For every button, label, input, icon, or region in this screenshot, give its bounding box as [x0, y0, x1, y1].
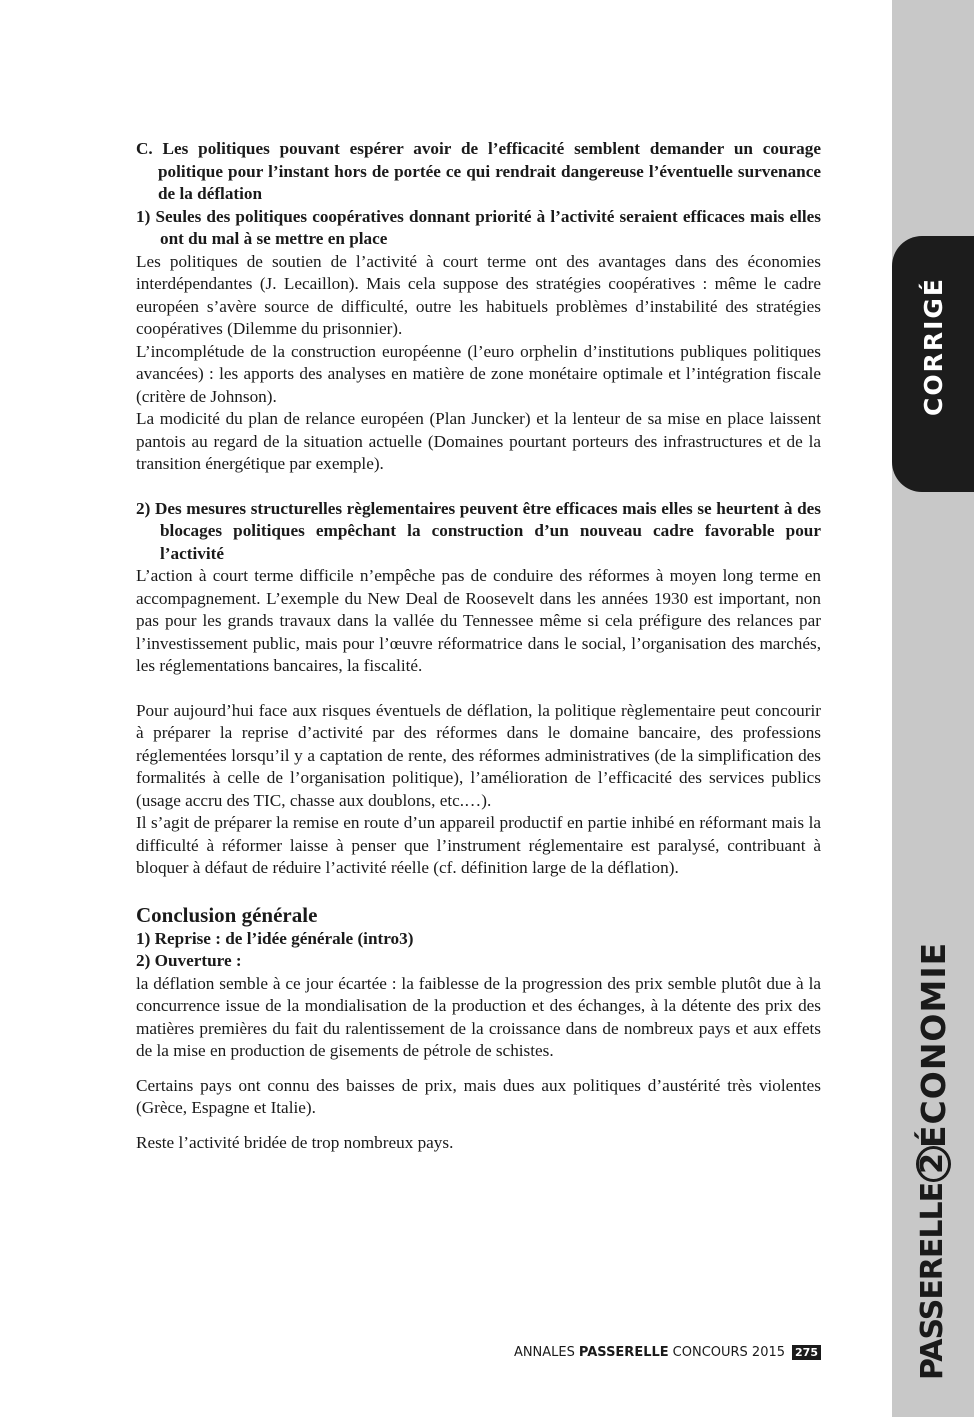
section-heading-c: C. Les politiques pouvant espérer avoir de l’efficacité semblent demander un courage politique pour l’instant hors de portée ce qui rendrait dangereuse l’éventuelle survenance de la déflation [136, 139, 821, 203]
conclusion-point-2: 2) Ouverture : [136, 951, 242, 970]
brand-name: PASSERELLE [915, 1182, 950, 1380]
page-footer [514, 1345, 821, 1360]
paragraph: Pour aujourd’hui face aux risques éventuels de déflation, la politique règlementaire peut concourir à préparer la reprise d’activité par des réformes dans le domaine bancaire, des professions réglementées lorsqu’il y a captation de rente, des réformes administratives (de la simplification des formalités à celle de l’organisation politique), l’amélioration de l’efficacité des services publics (usage accru des TIC, chasse aux doublons, etc.…). [136, 700, 821, 810]
brand-number: 2 [916, 1146, 951, 1182]
footer-brand: PASSERELLE [578, 1345, 669, 1360]
subsection-heading-c2: 2) Des mesures structurelles règlementaires peuvent être efficaces mais elles se heurtent à des blocages politiques empêchant la construction d’un nouveau cadre favorable pour l’activité [136, 498, 821, 563]
brand-logo [915, 1146, 951, 1380]
subsection-heading-c1: 1) Seules des politiques coopératives donnant priorité à l’activité seraient efficaces mais elles ont du mal à se mettre en place [136, 206, 821, 248]
page-number: 275 [792, 1345, 821, 1360]
paragraph: Reste l’activité bridée de trop nombreux pays. [136, 1132, 454, 1152]
corrige-label: CORRIGÉ [919, 277, 948, 416]
paragraph: La modicité du plan de relance européen (Plan Juncker) et la lenteur de sa mise en place laissent pantois au regard de la situation actuelle (Domaines pourtant porteurs des infrastructures et de la transition énergétique par exemple). [136, 409, 821, 473]
footer-suffix: CONCOURS 2015 [672, 1345, 786, 1360]
main-content [136, 138, 821, 1154]
corrige-tab [892, 236, 974, 492]
section-label: ÉCONOMIE [914, 941, 953, 1148]
footer-prefix: ANNALES [513, 1345, 575, 1360]
conclusion-title: Conclusion générale [136, 902, 318, 927]
paragraph: L’action à court terme difficile n’empêche pas de conduire des réformes à moyen long terme en accompagnement. L’exemple du New Deal de Roosevelt dans les années 1930 est important, non pas pour les grands travaux dans la vallée du Tennessee même si cela préfigure des relances par l’investissement public, mais pour l’œuvre réformatrice dans le social, l’organisation des marchés, les réglementations bancaires, la fiscalité. [136, 566, 821, 675]
paragraph: la déflation semble à ce jour écartée : la faiblesse de la progression des prix semble plutôt due à la concurrence issue de la mondialisation de la production et des échanges, à la détente des prix des matières premières du fait du ralentissement de la croissance dans de nombreux pays et aux effets de la mise en production de gisements de pétrole de schistes. [136, 973, 821, 1060]
paragraph: Il s’agit de préparer la remise en route d’un appareil productif en partie inhibé en réformant mais la difficulté à réformer laisse à penser que l’instrument réglementaire est paralysé, contribuant à bloquer à défaut de réduire l’activité réelle (cf. définition large de la déflation). [136, 813, 821, 877]
paragraph: L’incomplétude de la construction européenne (l’euro orphelin d’institutions publiques politiques avancées) : les apports des analyses en matière de zone monétaire optimale et l’intégration fiscale (critère de Johnson). [136, 341, 821, 406]
paragraph: Certains pays ont connu des baisses de prix, mais dues aux politiques d’austérité très violentes (Grèce, Espagne et Italie). [136, 1075, 821, 1117]
conclusion-point-1: 1) Reprise : de l’idée générale (intro3) [136, 928, 414, 948]
paragraph: Les politiques de soutien de l’activité à court terme ont des avantages dans des économies interdépendantes (J. Lecaillon). Mais cela suppose des stratégies coopératives : même le cadre européen s’avère source de difficulté, outre les habituels problèmes d’instabilité des stratégies coopératives (Dilemme du prisonnier). [136, 251, 821, 338]
